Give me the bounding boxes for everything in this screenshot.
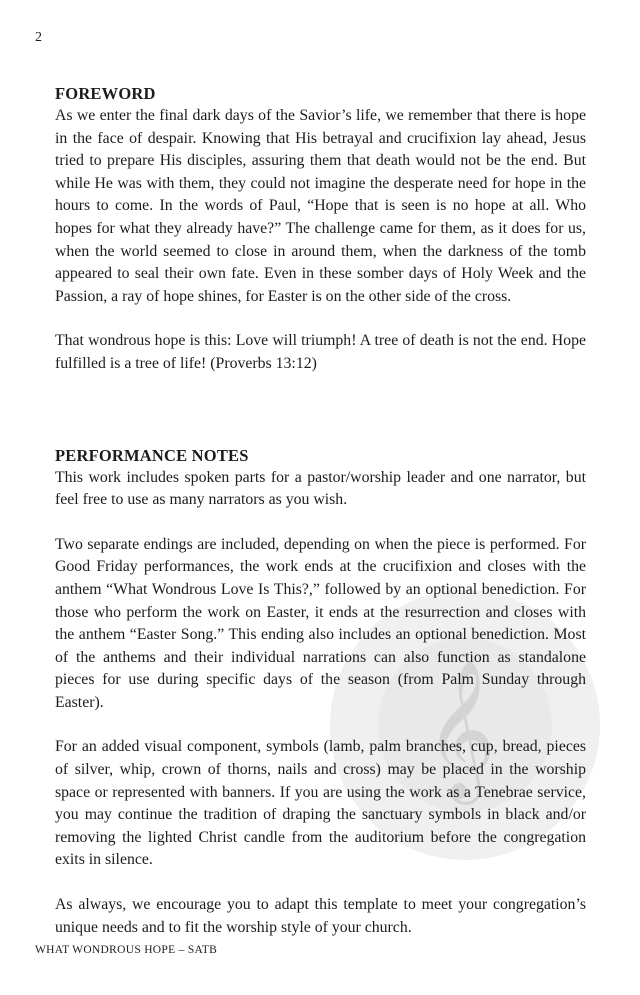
running-footer: WHAT WONDROUS HOPE – SATB — [35, 944, 218, 956]
performance-notes-section — [55, 444, 586, 940]
foreword-heading: FOREWORD — [55, 84, 156, 103]
performance-notes-paragraph: This work includes spoken parts for a pastor/worship leader and one narrator, but feel free to use as many narrators as you wish. — [55, 468, 586, 509]
foreword-paragraph: As we enter the final dark days of the Savior’s life, we remember that there is hope in the face of despair. Knowing that His betrayal and crucifixion lay ahead, Jesus tried to prepare His disciples, assuring them that death would not be the end. But while He was with them, they could not imagine the desperate need for hope in the hours to come. In the words of Paul, “Hope that is seen is no hope at all. Who hopes for what they already have?” The challenge came for them, as it does for us, when the world seemed to close in around them, when the darkness of the tomb appeared to seal their own fate. Even in these somber days of Holy Week and the Passion, a ray of hope shines, for Easter is on the other side of the cross. — [55, 107, 586, 305]
performance-notes-heading: PERFORMANCE NOTES — [55, 445, 249, 465]
performance-notes-paragraph: Two separate endings are included, depending on when the piece is performed. For Good Friday performances, the work ends at the crucifixion and closes with the anthem “What Wondrous Love Is This?,” followed by an optional benediction. For those who perform the work on Easter, it ends at the resurrection and closes with the anthem “Easter Song.” This ending also includes an optional benediction. Most of the anthems and their individual narrations can also function as standalone pieces for use during specific days of the season (from Palm Sunday through Easter). — [55, 535, 586, 711]
foreword-section — [55, 82, 586, 376]
page-content — [55, 82, 586, 939]
publisher-watermark: 𝄞 — [330, 590, 600, 860]
performance-notes-paragraph: As always, we encourage you to adapt this template to meet your congregation’s unique needs and to fit the worship style of your church. — [55, 896, 586, 936]
foreword-paragraph: That wondrous hope is this: Love will triumph! A tree of death is not the end. Hope fulfilled is a tree of life! (Proverbs 13:12) — [55, 332, 586, 372]
performance-notes-paragraph: For an added visual component, symbols (lamb, palm branches, cup, bread, pieces of silver, whip, crown of thorns, nails and cross) may be placed in the worship space or represented with banners. If you are using the work as a Tenebrae service, you may continue the tradition of draping the sanctuary symbols in black and/or removing the lighted Christ candle from the auditorium before the congregation exits in silence. — [55, 738, 586, 869]
page-number: 2 — [35, 30, 42, 45]
